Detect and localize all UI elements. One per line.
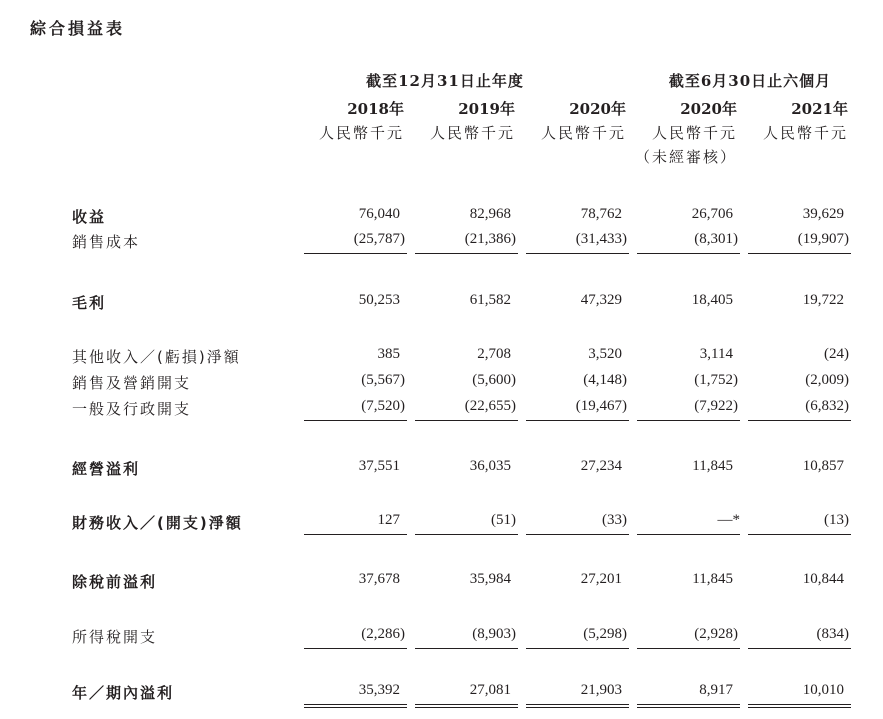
column-header-2021-interim bbox=[728, 97, 848, 145]
table-cell: (8,301) bbox=[694, 231, 738, 247]
table-cell: 27,234 bbox=[580, 458, 622, 474]
row-label-finance-net: 財務收入／(開支)淨額 bbox=[72, 514, 243, 532]
row-label-gross-profit: 毛利 bbox=[72, 294, 107, 312]
total-double-rule bbox=[526, 704, 629, 708]
table-cell: (19,467) bbox=[575, 398, 627, 414]
row-label-admin-expenses: 一般及行政開支 bbox=[72, 400, 192, 418]
subtotal-rule bbox=[304, 253, 407, 254]
table-cell: (5,600) bbox=[472, 372, 516, 388]
table-cell: 47,329 bbox=[580, 292, 622, 308]
subtotal-rule bbox=[415, 253, 518, 254]
table-cell: 36,035 bbox=[469, 458, 511, 474]
subtotal-rule bbox=[748, 648, 851, 649]
row-label-revenue: 收益 bbox=[72, 208, 107, 226]
table-cell: 8,917 bbox=[699, 682, 733, 698]
subtotal-rule bbox=[637, 648, 740, 649]
table-cell: (2,286) bbox=[361, 626, 405, 642]
column-currency: 人民幣千元 bbox=[651, 124, 737, 142]
subtotal-rule bbox=[526, 253, 629, 254]
table-cell: 127 bbox=[377, 512, 400, 528]
table-cell: (2,009) bbox=[805, 372, 849, 388]
table-cell: 2,708 bbox=[477, 346, 511, 362]
table-cell: 18,405 bbox=[691, 292, 733, 308]
table-cell: (8,903) bbox=[472, 626, 516, 642]
table-cell: (22,655) bbox=[464, 398, 516, 414]
table-cell: 11,845 bbox=[692, 458, 733, 474]
table-cell: 50,253 bbox=[358, 292, 400, 308]
statement-title: 綜合損益表 bbox=[30, 19, 126, 38]
table-cell: (21,386) bbox=[464, 231, 516, 247]
table-cell: 3,520 bbox=[588, 346, 622, 362]
table-cell: 10,844 bbox=[802, 571, 844, 587]
table-cell: 11,845 bbox=[692, 571, 733, 587]
table-cell: (7,520) bbox=[361, 398, 405, 414]
column-currency: 人民幣千元 bbox=[540, 124, 626, 142]
table-cell: 35,984 bbox=[469, 571, 511, 587]
table-cell: (4,148) bbox=[583, 372, 627, 388]
total-double-rule bbox=[748, 704, 851, 708]
table-cell: (19,907) bbox=[797, 231, 849, 247]
column-year: 2020年 bbox=[569, 100, 626, 118]
table-cell: (33) bbox=[602, 512, 627, 528]
column-header-2018 bbox=[284, 97, 404, 145]
table-cell: 19,722 bbox=[802, 292, 844, 308]
subtotal-rule bbox=[748, 253, 851, 254]
total-double-rule bbox=[637, 704, 740, 708]
row-label-operating-profit: 經營溢利 bbox=[72, 460, 141, 478]
subtotal-rule bbox=[526, 648, 629, 649]
table-cell: (1,752) bbox=[694, 372, 738, 388]
row-label-selling-expenses: 銷售及營銷開支 bbox=[72, 374, 192, 392]
table-cell: 76,040 bbox=[358, 206, 400, 222]
row-label-profit-for-period: 年／期內溢利 bbox=[72, 684, 175, 702]
table-cell: 39,629 bbox=[802, 206, 844, 222]
table-cell: 27,201 bbox=[580, 571, 622, 587]
table-cell: 27,081 bbox=[469, 682, 511, 698]
table-cell: 78,762 bbox=[580, 206, 622, 222]
table-cell: 385 bbox=[377, 346, 400, 362]
subtotal-rule bbox=[304, 534, 407, 535]
table-cell: (5,298) bbox=[583, 626, 627, 642]
row-label-profit-before-tax: 除稅前溢利 bbox=[72, 573, 158, 591]
subtotal-rule bbox=[637, 253, 740, 254]
subtotal-rule bbox=[526, 420, 629, 421]
table-cell: 26,706 bbox=[691, 206, 733, 222]
subtotal-rule bbox=[415, 648, 518, 649]
table-cell: (7,922) bbox=[694, 398, 738, 414]
table-cell: 37,551 bbox=[358, 458, 400, 474]
table-cell: (834) bbox=[816, 626, 849, 642]
row-label-income-tax: 所得稅開支 bbox=[72, 628, 158, 646]
column-year: 2021年 bbox=[791, 100, 848, 118]
table-cell: (6,832) bbox=[805, 398, 849, 414]
subtotal-rule bbox=[637, 420, 740, 421]
subtotal-rule bbox=[748, 420, 851, 421]
group-header-interim: 截至6月30日止六個月 bbox=[668, 72, 832, 90]
column-year: 2018年 bbox=[347, 100, 404, 118]
column-header-2020-interim bbox=[617, 97, 737, 169]
table-cell: (2,928) bbox=[694, 626, 738, 642]
table-cell: 3,114 bbox=[699, 346, 733, 362]
column-year: 2019年 bbox=[458, 100, 515, 118]
column-currency: 人民幣千元 bbox=[318, 124, 404, 142]
column-currency: 人民幣千元 bbox=[762, 124, 848, 142]
column-currency: 人民幣千元 bbox=[429, 124, 515, 142]
row-label-other-income: 其他收入／(虧損)淨額 bbox=[72, 348, 241, 366]
table-cell: 10,010 bbox=[802, 682, 844, 698]
subtotal-rule bbox=[304, 420, 407, 421]
total-double-rule bbox=[415, 704, 518, 708]
table-cell: 21,903 bbox=[580, 682, 622, 698]
group-header-annual: 截至12月31日止年度 bbox=[366, 72, 524, 90]
column-note-unaudited: （未經審核） bbox=[634, 148, 737, 166]
subtotal-rule bbox=[526, 534, 629, 535]
subtotal-rule bbox=[637, 534, 740, 535]
table-cell: 82,968 bbox=[469, 206, 511, 222]
subtotal-rule bbox=[415, 420, 518, 421]
table-cell: (5,567) bbox=[361, 372, 405, 388]
column-year: 2020年 bbox=[680, 100, 737, 118]
table-cell: 61,582 bbox=[469, 292, 511, 308]
subtotal-rule bbox=[304, 648, 407, 649]
table-cell: (31,433) bbox=[575, 231, 627, 247]
table-cell: 37,678 bbox=[358, 571, 400, 587]
column-header-2019 bbox=[395, 97, 515, 145]
table-cell: (13) bbox=[824, 512, 849, 528]
row-label-cost-of-sales: 銷售成本 bbox=[72, 233, 141, 251]
table-cell: 35,392 bbox=[358, 682, 400, 698]
total-double-rule bbox=[304, 704, 407, 708]
table-cell: (25,787) bbox=[353, 231, 405, 247]
table-cell: (24) bbox=[824, 346, 849, 362]
table-cell: 10,857 bbox=[802, 458, 844, 474]
subtotal-rule bbox=[415, 534, 518, 535]
table-cell: —* bbox=[717, 512, 740, 528]
table-cell: (51) bbox=[491, 512, 516, 528]
column-header-2020 bbox=[506, 97, 626, 145]
subtotal-rule bbox=[748, 534, 851, 535]
